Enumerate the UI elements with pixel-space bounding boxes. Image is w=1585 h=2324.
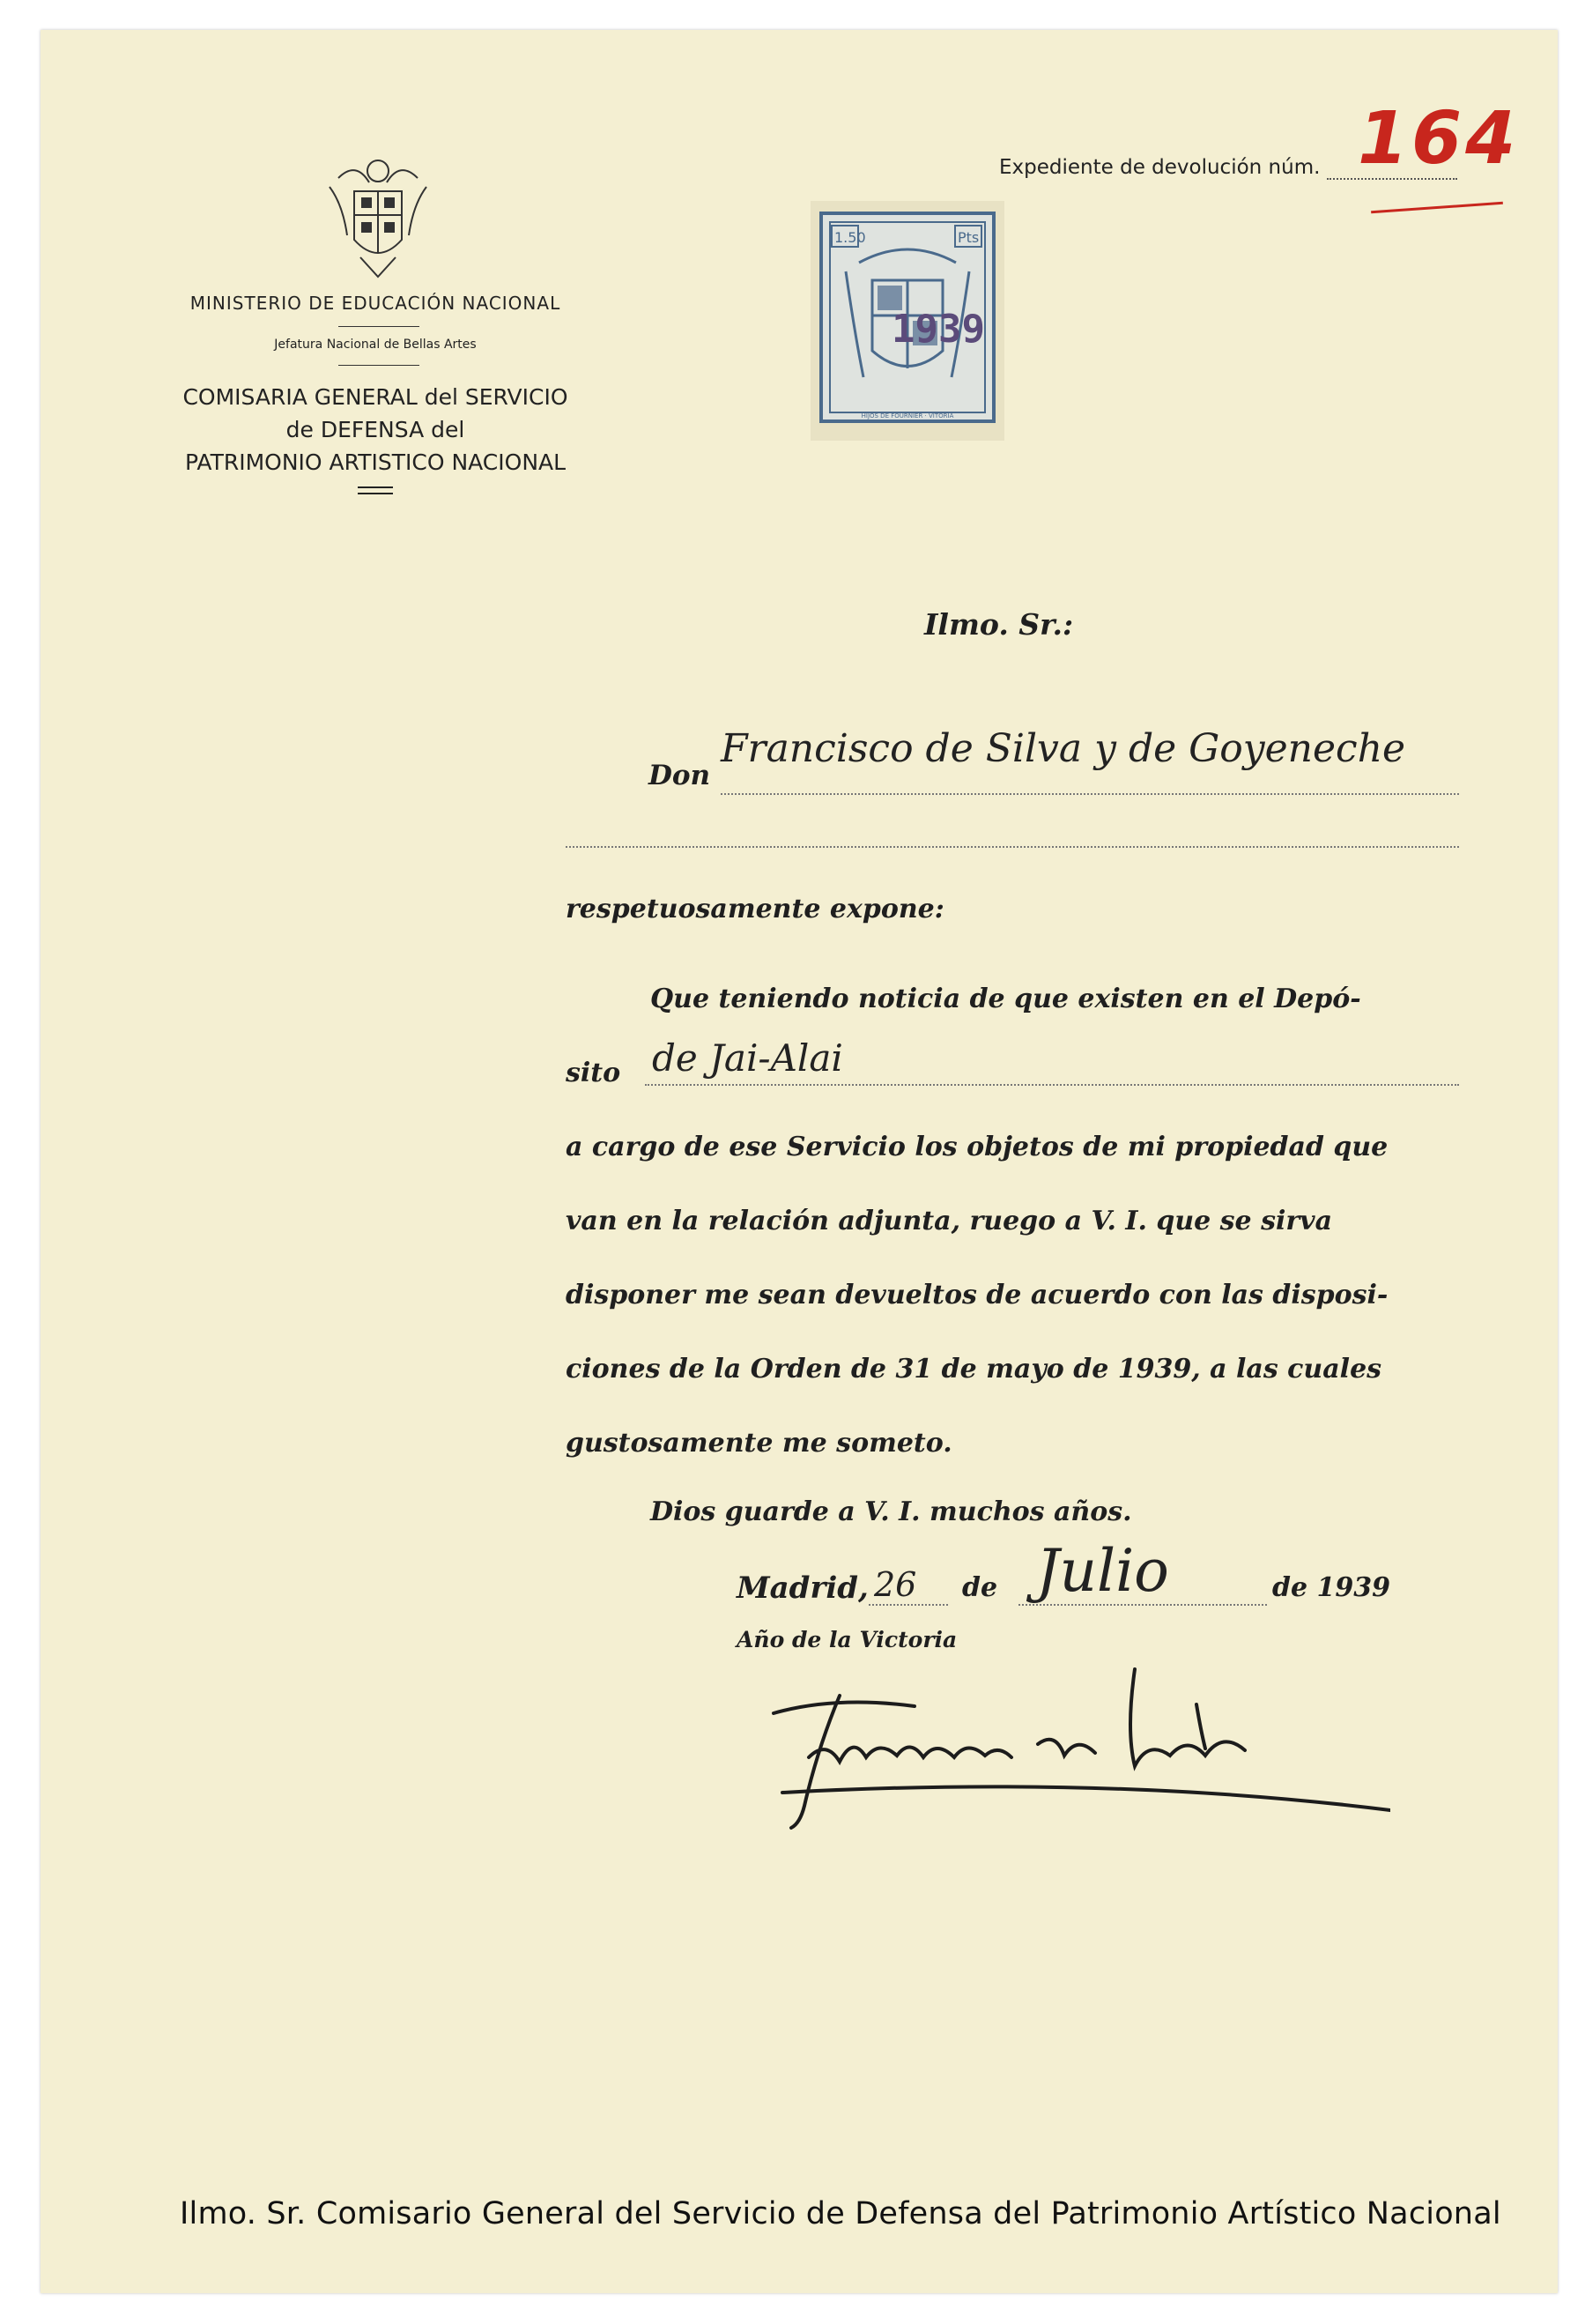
revenue-stamp: [811, 201, 1004, 441]
expediente-label: Expediente de devolución núm.: [999, 156, 1321, 179]
para2-line2: van en la relación adjunta, ruego a V. I. que se sirva: [566, 1206, 1333, 1236]
handwritten-signature: [756, 1652, 1390, 1863]
para2-line3: disponer me sean devueltos de acuerdo con las disposi-: [566, 1280, 1389, 1310]
date-month-handwritten: Julio: [1036, 1537, 1169, 1605]
applicant-name-handwritten: Francisco de Silva y de Goyeneche: [721, 726, 1406, 771]
closing: Dios guarde a V. I. muchos años.: [650, 1496, 1132, 1527]
para1-line1: Que teniendo noticia de que existen en el Depó-: [650, 984, 1361, 1014]
para2-line4: ciones de la Orden de 31 de mayo de 1939, a las cuales: [566, 1354, 1382, 1385]
para1-line2-label: sito: [566, 1058, 621, 1088]
para2-line1: a cargo de ese Servicio los objetos de mi propiedad que: [566, 1132, 1389, 1162]
letterhead-rule: [338, 365, 419, 366]
expediente-red-underline: [1371, 202, 1503, 213]
para2-line5: gustosamente me someto.: [566, 1428, 952, 1459]
stamp-value: 1.50: [834, 229, 866, 246]
stamp-unit: Pts: [958, 229, 980, 246]
expone-text: respetuosamente expone:: [566, 894, 944, 924]
coat-of-arms-seal: [321, 152, 435, 284]
footer-addressee: Ilmo. Sr. Comisario General del Servicio de Defensa del Patrimonio Artístico Nacional: [180, 2196, 1501, 2231]
name-dotted-line: [721, 793, 1459, 795]
name-dotted-line-2: [566, 846, 1459, 848]
don-label: Don: [648, 760, 711, 791]
letterhead-double-rule: [358, 486, 393, 494]
letterhead-comisaria-line1: COMISARIA GENERAL del SERVICIO: [182, 384, 568, 410]
date-city: Madrid,: [737, 1570, 869, 1606]
stamp-overprint: 1939: [892, 307, 985, 352]
letterhead-comisaria: [173, 381, 578, 479]
letterhead-jefatura: Jefatura Nacional de Bellas Artes: [274, 338, 477, 352]
date-year: de 1939: [1272, 1572, 1391, 1603]
letterhead-comisaria-line3: PATRIMONIO ARTISTICO NACIONAL: [184, 449, 567, 475]
salutation: Ilmo. Sr.:: [924, 607, 1074, 642]
deposito-dotted-line: [645, 1084, 1459, 1086]
deposito-handwritten: de Jai-Alai: [652, 1036, 843, 1080]
year-motto: Año de la Victoria: [737, 1627, 958, 1652]
letterhead-rule: [338, 326, 419, 327]
letterhead-ministry: MINISTERIO DE EDUCACIÓN NACIONAL: [189, 293, 561, 314]
day-dotted-line: [869, 1604, 948, 1606]
document-page: [41, 30, 1558, 2293]
date-de: de: [962, 1572, 998, 1603]
letterhead-comisaria-line2: de DEFENSA del: [285, 417, 465, 442]
date-day-handwritten: 26: [874, 1565, 917, 1604]
stamp-printer: HIJOS DE FOURNIER · VITORIA: [861, 412, 954, 420]
expediente-number: 164: [1358, 97, 1520, 181]
